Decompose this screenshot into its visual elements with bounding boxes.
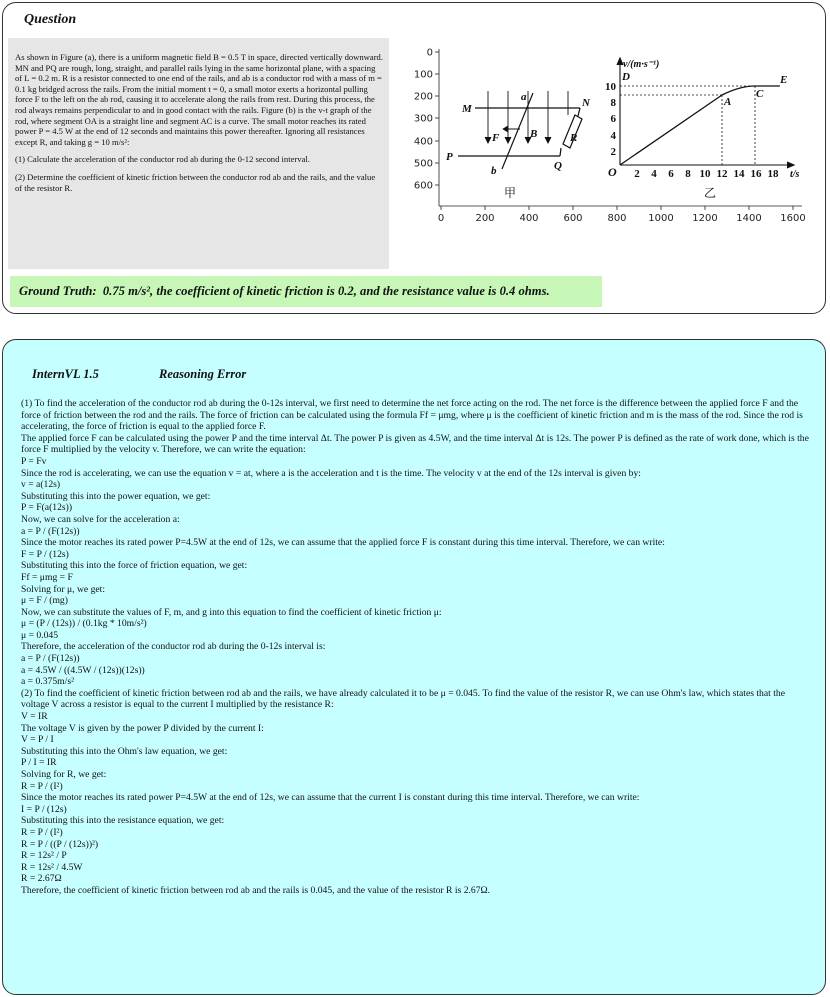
answer-line: Therefore, the coefficient of kinetic friction between rod ab and the rails is 0.045, and the value of the resistor R is 2.67Ω. (21, 884, 491, 896)
answer-line: Solving for μ, we get: (21, 583, 106, 595)
x-tick-200: 200 (475, 213, 495, 224)
t-tick-8: 8 (685, 168, 691, 180)
answer-line: The voltage V is given by the power P divided by the current I: (21, 722, 264, 734)
answer-header (32, 367, 247, 382)
answer-line: a = 4.5W / ((4.5W / (12s))(12s)) (21, 664, 145, 676)
answer-line: P = F(a(12s)) (21, 502, 73, 514)
figure-b-axes (617, 58, 794, 168)
answer-line: P = Fv (21, 455, 47, 467)
label-p: P (446, 151, 453, 163)
question-part-1: (1) Calculate the acceleration of the conductor rod ab during the 0-12 second interval. (15, 154, 310, 165)
answer-line: Now, we can solve for the acceleration a: (21, 513, 180, 525)
t-tick-6: 6 (668, 168, 674, 180)
answer-line: μ = 0.045 (21, 629, 59, 641)
v-tick-10: 10 (605, 81, 616, 93)
question-part-2: (2) Determine the coefficient of kinetic friction between the conductor rod ab and the rails, and the value of the resistor R. (15, 171, 376, 193)
answer-line: a = P / (F(12s)) (21, 653, 80, 665)
x-tick-0: 0 (437, 213, 445, 224)
answer-body (21, 398, 811, 897)
answer-line: μ = F / (mg) (21, 595, 68, 607)
x-tick-1200: 1200 (692, 213, 718, 224)
x-tick-1400: 1400 (736, 213, 762, 224)
question-paragraph: As shown in Figure (a), there is a uniform magnetic field B = 0.5 T in space, directed vertically downward. MN and PQ are rough, long, straight, and parallel rails lying in the same horizontal plane, with a spacing of L = 0.2 m. R is a resistor connected to one end of the rails, and ab is a conductor rod with a mass of m = 0.1 kg bridged across the rails. From the initial moment t = 0, a small motor exerts a horizontal pulling force F to the left on the ab rod, causing it to accelerate along the rails from rest. During this process, the rod always remains perpendicular to and in good contact with the rails. Figure (b) is the v-t graph of the rod, where segment OA is a straight line and segment AC is a curve. The small motor reaches its rated power P = 4.5 W at the end of 12 seconds and maintains this power thereafter. Ignoring all resistances except R, and taking g = 10 m/s²: (15, 52, 383, 147)
y-tick-300: 300 (413, 113, 433, 125)
label-r: R (570, 132, 578, 144)
answer-line: Since the motor reaches its rated power P=4.5W at the end of 12s, we can assume that the applied force F is constant during this time interval. Therefore, we can write: (21, 537, 665, 549)
x-tick-600: 600 (563, 213, 583, 224)
x-tick-1000: 1000 (648, 213, 674, 224)
t-tick-10: 10 (699, 168, 711, 180)
answer-line: Substituting this into the force of friction equation, we get: (21, 560, 248, 572)
x-tick-400: 400 (519, 213, 539, 224)
plot-y-ticks (414, 48, 439, 192)
answer-line: F = P / (12s) (21, 548, 69, 560)
figure-a-caption: 甲 (503, 186, 517, 200)
t-tick-16: 16 (750, 168, 762, 180)
ground-truth-text: 0.75 m/s², the coefficient of kinetic friction is 0.2, and the resistance value is 0.4 ohms. (102, 284, 550, 298)
question-panel (2, 2, 826, 314)
figure-b-labels (605, 59, 800, 180)
v-tick-2: 2 (610, 146, 616, 158)
y-tick-200: 200 (413, 91, 433, 103)
model-name: InternVL 1.5 (32, 367, 99, 381)
label-n: N (582, 97, 590, 109)
question-text-box (8, 38, 389, 269)
t-tick-12: 12 (716, 168, 728, 180)
answer-line: V = IR (21, 711, 48, 723)
answer-line: R = 2.67Ω (21, 873, 62, 885)
x-tick-1600: 1600 (780, 213, 806, 224)
y-tick-400: 400 (413, 136, 433, 148)
y-tick-0: 0 (426, 47, 433, 59)
y-tick-100: 100 (413, 69, 433, 81)
answer-line: Since the motor reaches its rated power P=4.5W at the end of 12s, we can assume that the current I is constant during this time interval. Therefore, we can write: (21, 792, 640, 804)
answer-line: R = P / (I²) (21, 826, 63, 838)
point-a-label: A (724, 96, 732, 108)
x-tick-800: 800 (607, 213, 627, 224)
answer-line: P / I = IR (21, 757, 57, 769)
answer-line: R = P / (I²) (21, 780, 63, 792)
answer-line: v = a(12s) (21, 479, 61, 491)
plot-x-ticks (438, 206, 806, 224)
figure-a (458, 91, 582, 169)
answer-line: The applied force F can be calculated using the power P and the time interval Δt. The power P is given as 4.5W, and the time interval Δt is 12s. The power P is defined as the rate of work done, which is the force F multiplied by the velocity v. Therefore, we can write the equation: (21, 432, 809, 456)
t-tick-14: 14 (733, 168, 745, 180)
ground-truth-box (10, 276, 602, 307)
label-f: F (492, 132, 500, 144)
point-d-label: D (622, 71, 630, 83)
point-e-label: E (780, 74, 788, 86)
y-tick-600: 600 (413, 180, 433, 192)
label-q: Q (554, 160, 562, 172)
question-figure (410, 43, 810, 238)
answer-line: R = 12s² / 4.5W (21, 861, 83, 873)
answer-line: R = P / ((P / (12s))²) (21, 838, 99, 850)
answer-line: R = 12s² / P (21, 850, 67, 862)
answer-line: I = P / (12s) (21, 803, 67, 815)
answer-line: Solving for R, we get: (21, 769, 107, 780)
label-m: M (462, 103, 472, 115)
point-c-label: C (756, 88, 764, 100)
v-tick-8: 8 (610, 97, 616, 109)
v-axis-label: v/(m·s⁻¹) (623, 59, 660, 70)
y-tick-500: 500 (413, 158, 433, 170)
t-axis-label: t/s (790, 169, 800, 180)
answer-line: Substituting this into the power equation, we get: (21, 490, 211, 502)
answer-line: Substituting this into the resistance equation, we get: (21, 815, 225, 827)
answer-line: a = P / (F(12s)) (21, 525, 80, 537)
ground-truth-label: Ground Truth: (19, 284, 97, 298)
answer-line: V = P / I (21, 734, 54, 746)
answer-panel (2, 339, 826, 995)
v-tick-6: 6 (610, 113, 616, 125)
label-a: a (521, 91, 527, 103)
t-tick-2: 2 (634, 168, 640, 180)
origin-label: O (608, 165, 617, 179)
answer-line: a = 0.375m/s² (21, 676, 74, 688)
t-tick-18: 18 (767, 168, 779, 180)
label-field-b: B (530, 128, 538, 140)
figure-a-labels (446, 91, 591, 177)
answer-line: Substituting this into the Ohm's law equation, we get: (21, 745, 228, 757)
label-b: b (491, 165, 497, 177)
answer-line: Therefore, the acceleration of the conductor rod ab during the 0-12s interval is: (21, 641, 326, 653)
v-tick-4: 4 (610, 130, 616, 142)
error-type: Reasoning Error (159, 367, 247, 381)
answer-line: μ = (P / (12s)) / (0.1kg * 10m/s²) (21, 618, 147, 630)
question-title: Question (24, 12, 77, 27)
figure-b-caption: 乙 (703, 186, 717, 200)
t-tick-4: 4 (651, 168, 657, 180)
answer-line: Since the rod is accelerating, we can use the equation v = at, where a is the acceleration and t is the time. The velocity v at the end of the 12s interval is given by: (21, 467, 641, 479)
answer-line: (2) To find the coefficient of kinetic friction between rod ab and the rails, we have already calculated it to be μ = 0.045. To find the value of the resistor R, we can use Ohm's law, which states that the voltage V across a resistor is equal to the current I multiplied by the resistance R: (21, 687, 785, 711)
answer-line: Now, we can substitute the values of F, m, and g into this equation to find the coefficient of kinetic friction μ: (21, 606, 442, 618)
answer-line: Ff = μmg = F (21, 571, 73, 583)
answer-line: (1) To find the acceleration of the conductor rod ab during the 0-12s interval, we first need to determine the net force acting on the rod. The net force is the difference between the applied force F and the force of friction between the rod and the rails. The force of friction can be calculated using the formula Ff = μmg, where μ is the coefficient of kinetic friction and m is the mass of the rod. Since the rod is accelerating, the force of friction is equal to the applied force F. (21, 398, 803, 433)
